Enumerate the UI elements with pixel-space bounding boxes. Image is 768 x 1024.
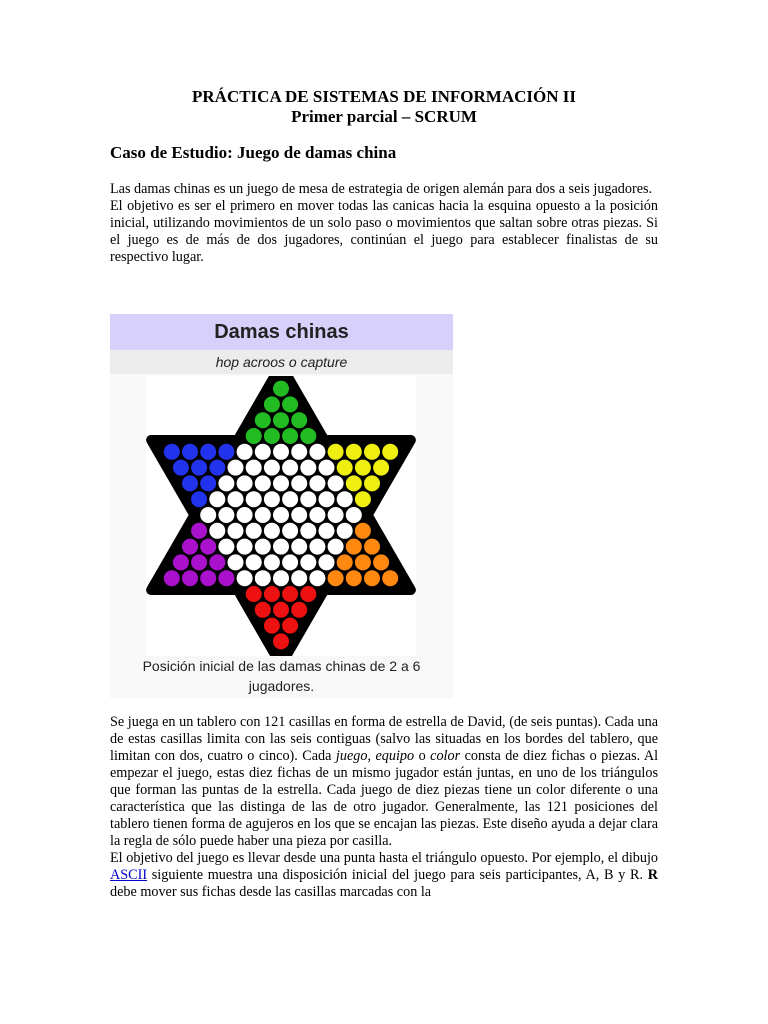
- figure-caption: Posición inicial de las damas chinas de 2 a 6 jugadores.: [142, 658, 421, 694]
- figure-subtitle: hop acroos o capture: [110, 350, 453, 374]
- piece-orange: [382, 570, 398, 586]
- piece-red: [273, 633, 289, 649]
- hole: [237, 475, 253, 491]
- body-text: siguiente muestra una disposición inicial del juego para seis participantes, A, B y R.: [147, 867, 648, 883]
- hole: [337, 491, 353, 507]
- hole: [282, 460, 298, 476]
- piece-yellow: [346, 475, 362, 491]
- body-section: [110, 714, 658, 901]
- piece-green: [282, 396, 298, 412]
- hole: [291, 507, 307, 523]
- hole: [309, 539, 325, 555]
- body-text: ,: [367, 748, 376, 764]
- hole: [291, 570, 307, 586]
- piece-red: [264, 618, 280, 634]
- board-figure: [110, 314, 453, 698]
- body-text: consta de diez fichas o piezas. Al empezar el juego, estas diez fichas de un mismo jugador están juntas, en uno de los triángulos que forman las puntas de la estrella. Cada juego de diez piezas tiene un color diferente o una característica que las distinga de las de otro jugador. Generalmente, las 121 posiciones del tablero tienen forma de agujeros en los que se encajan las piezas. Este diseño ayuda a dejar clara la regla de sólo puede haber una pieza por casilla.: [110, 748, 659, 849]
- piece-orange: [364, 539, 380, 555]
- intro-paragraph-1: Las damas chinas es un juego de mesa de estrategia de origen alemán para dos a seis jugadores.: [110, 181, 653, 197]
- hole: [209, 491, 225, 507]
- hole: [209, 523, 225, 539]
- hole: [237, 444, 253, 460]
- piece-orange: [328, 570, 344, 586]
- hole: [255, 539, 271, 555]
- piece-blue: [218, 444, 234, 460]
- piece-green: [273, 412, 289, 428]
- hole: [291, 475, 307, 491]
- hole: [228, 491, 244, 507]
- piece-blue: [164, 444, 180, 460]
- hole: [246, 491, 262, 507]
- chinese-checkers-board: [146, 376, 416, 656]
- piece-yellow: [355, 491, 371, 507]
- piece-green: [246, 428, 262, 444]
- hole: [319, 523, 335, 539]
- hole: [218, 507, 234, 523]
- hole: [264, 554, 280, 570]
- hole: [282, 491, 298, 507]
- hole: [255, 570, 271, 586]
- hole: [273, 475, 289, 491]
- hole: [309, 507, 325, 523]
- hole: [264, 523, 280, 539]
- hole: [328, 475, 344, 491]
- piece-orange: [346, 539, 362, 555]
- piece-orange: [337, 554, 353, 570]
- piece-red: [264, 586, 280, 602]
- hole: [237, 507, 253, 523]
- piece-purple: [182, 539, 198, 555]
- hole: [273, 507, 289, 523]
- figure-title: Damas chinas: [110, 314, 453, 350]
- hole: [255, 475, 271, 491]
- piece-purple: [173, 554, 189, 570]
- hole: [200, 507, 216, 523]
- body-paragraph-2: [110, 850, 658, 901]
- piece-green: [273, 381, 289, 397]
- piece-green: [255, 412, 271, 428]
- piece-blue: [182, 475, 198, 491]
- piece-green: [264, 428, 280, 444]
- body-paragraph-1: [110, 714, 658, 850]
- body-text: debe mover sus fichas desde las casillas marcadas con la: [110, 884, 432, 900]
- hole: [282, 523, 298, 539]
- piece-yellow: [337, 460, 353, 476]
- hole: [319, 460, 335, 476]
- term-color: color: [430, 748, 461, 764]
- hole: [255, 507, 271, 523]
- piece-yellow: [373, 460, 389, 476]
- hole: [228, 523, 244, 539]
- hole: [300, 523, 316, 539]
- hole: [328, 539, 344, 555]
- piece-purple: [200, 539, 216, 555]
- hole: [291, 444, 307, 460]
- hole: [319, 491, 335, 507]
- case-heading: Caso de Estudio: Juego de damas china: [110, 143, 397, 162]
- piece-orange: [355, 523, 371, 539]
- piece-purple: [164, 570, 180, 586]
- piece-purple: [182, 570, 198, 586]
- hole: [237, 539, 253, 555]
- term-equipo: equipo: [375, 748, 415, 764]
- board-image: [146, 376, 416, 656]
- piece-blue: [191, 491, 207, 507]
- piece-red: [291, 602, 307, 618]
- hole: [228, 554, 244, 570]
- hole: [300, 460, 316, 476]
- hole: [337, 523, 353, 539]
- piece-yellow: [364, 475, 380, 491]
- piece-yellow: [328, 444, 344, 460]
- hole: [255, 444, 271, 460]
- hole: [218, 539, 234, 555]
- document-subtitle: Primer parcial – SCRUM: [291, 107, 477, 126]
- piece-yellow: [355, 460, 371, 476]
- piece-orange: [373, 554, 389, 570]
- piece-red: [282, 618, 298, 634]
- piece-blue: [191, 460, 207, 476]
- hole: [273, 570, 289, 586]
- hole: [319, 554, 335, 570]
- hole: [291, 539, 307, 555]
- hole: [273, 444, 289, 460]
- piece-purple: [191, 554, 207, 570]
- hole: [273, 539, 289, 555]
- piece-red: [246, 586, 262, 602]
- piece-blue: [182, 444, 198, 460]
- piece-purple: [200, 570, 216, 586]
- player-r-bold: R: [647, 867, 658, 883]
- body-text: o: [414, 748, 431, 764]
- hole: [309, 570, 325, 586]
- piece-red: [255, 602, 271, 618]
- piece-orange: [364, 570, 380, 586]
- piece-yellow: [364, 444, 380, 460]
- hole: [300, 554, 316, 570]
- piece-blue: [209, 460, 225, 476]
- hole: [300, 491, 316, 507]
- piece-purple: [191, 523, 207, 539]
- piece-red: [300, 586, 316, 602]
- piece-red: [282, 586, 298, 602]
- body-text: El objetivo del juego es llevar desde una punta hasta el triángulo opuesto. Por ejemplo, el dibujo: [110, 850, 658, 866]
- ascii-link[interactable]: ASCII: [110, 867, 148, 883]
- hole: [228, 460, 244, 476]
- piece-yellow: [346, 444, 362, 460]
- piece-yellow: [382, 444, 398, 460]
- hole: [309, 475, 325, 491]
- hole: [328, 507, 344, 523]
- piece-blue: [173, 460, 189, 476]
- piece-blue: [200, 444, 216, 460]
- hole: [218, 475, 234, 491]
- piece-red: [273, 602, 289, 618]
- hole: [264, 460, 280, 476]
- piece-blue: [200, 475, 216, 491]
- hole: [309, 444, 325, 460]
- piece-purple: [209, 554, 225, 570]
- piece-green: [264, 396, 280, 412]
- hole: [264, 491, 280, 507]
- piece-orange: [346, 570, 362, 586]
- hole: [246, 554, 262, 570]
- intro-section: [110, 181, 658, 266]
- piece-purple: [218, 570, 234, 586]
- piece-green: [282, 428, 298, 444]
- piece-green: [291, 412, 307, 428]
- piece-orange: [355, 554, 371, 570]
- hole: [246, 460, 262, 476]
- intro-paragraph-2: El objetivo es ser el primero en mover todas las canicas hacia la esquina opuesto a la posición inicial, utilizando movimientos de un solo paso o movimientos que saltan sobre otras piezas. Si el juego es de más de dos jugadores, continúan el juego para establecer finalistas de su respectivo lugar.: [110, 198, 658, 265]
- hole: [282, 554, 298, 570]
- term-juego: juego: [335, 748, 368, 764]
- document-title: PRÁCTICA DE SISTEMAS DE INFORMACIÓN II: [192, 87, 576, 106]
- piece-green: [300, 428, 316, 444]
- body-text: Se juega en un tablero con 121 casillas en forma de estrella de David, (de seis puntas). Cada una de estas casillas limita con las seis contiguas (salvo las situadas en los bordes del tablero, que limitan con dos, cuatro o cinco). Cada: [110, 714, 658, 764]
- hole: [346, 507, 362, 523]
- hole: [246, 523, 262, 539]
- hole: [237, 570, 253, 586]
